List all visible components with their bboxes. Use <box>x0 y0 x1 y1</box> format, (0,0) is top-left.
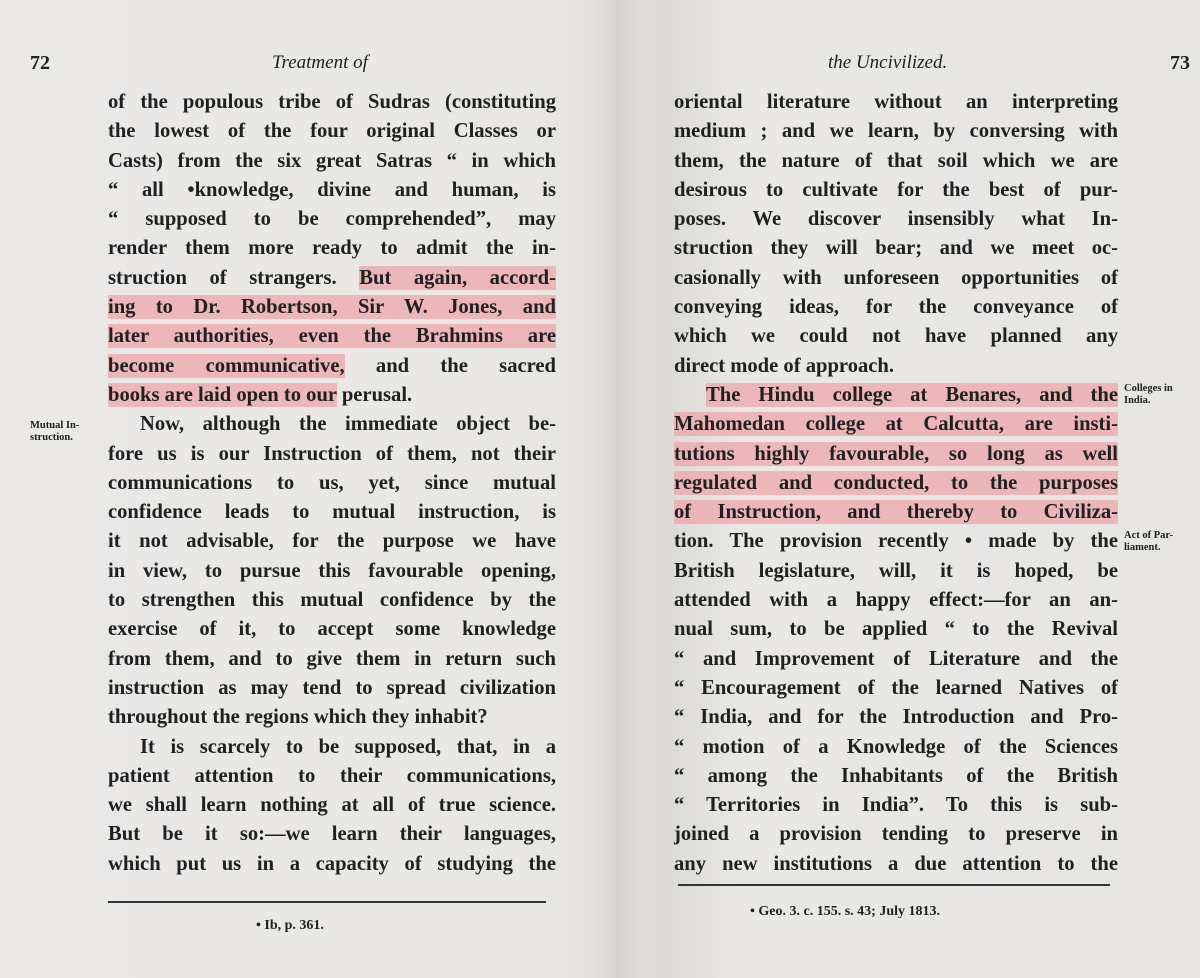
line-text: British legislature, will, it is hoped, be <box>674 559 1118 582</box>
highlighted-text: regulated and conducted, to the purposes <box>674 471 1118 494</box>
highlighted-text: Mahomedan college at Calcutta, are insti- <box>674 413 1118 436</box>
margin-note: Mutual In- struction. <box>30 420 80 443</box>
text-line <box>674 703 1118 732</box>
line-text: Now, although the immediate object be- <box>140 413 556 436</box>
text-line <box>674 674 1118 703</box>
line-text: which put us in a capacity of studying the <box>108 852 556 875</box>
line-text: of the populous tribe of Sudras (constituting <box>108 91 556 113</box>
page-number: 72 <box>30 52 50 74</box>
text-line <box>108 733 556 762</box>
line-text: “ and Improvement of Literature and the <box>674 647 1118 670</box>
line-text: struction of strangers. <box>108 266 337 289</box>
text-line <box>674 498 1118 527</box>
line-text: confidence leads to mutual instruction, is <box>108 501 556 524</box>
text-line <box>674 733 1118 762</box>
text-line <box>674 615 1118 644</box>
text-line <box>108 147 556 176</box>
highlighted-text: The Hindu college at Benares, and the <box>706 383 1118 406</box>
running-head: Treatment of <box>272 52 368 73</box>
text-line <box>674 264 1118 293</box>
text-line <box>674 176 1118 205</box>
text-line <box>674 586 1118 615</box>
line-text: it not advisable, for the purpose we have <box>108 530 556 553</box>
text-line <box>108 264 556 293</box>
text-line <box>108 88 556 117</box>
text-line <box>674 352 1118 381</box>
text-line <box>108 293 556 322</box>
running-head: the Uncivilized. <box>828 52 948 73</box>
line-text: communications to us, yet, since mutual <box>108 471 556 494</box>
line-text: them, the nature of that soil which we are <box>674 149 1118 172</box>
text-line <box>674 645 1118 674</box>
highlighted-text: But again, accord- <box>359 266 556 289</box>
text-line <box>108 498 556 527</box>
text-line <box>674 850 1118 879</box>
text-line <box>108 557 556 586</box>
text-line <box>674 527 1118 556</box>
text-line <box>674 234 1118 263</box>
line-text: we shall learn nothing at all of true science. <box>108 794 556 817</box>
right-page <box>600 0 1200 978</box>
text-line <box>108 205 556 234</box>
line-text: casionally with unforeseen opportunities of <box>674 266 1118 289</box>
text-line <box>674 410 1118 439</box>
text-line <box>108 820 556 849</box>
text-line <box>674 440 1118 469</box>
line-text: render them more ready to admit the in- <box>108 237 556 260</box>
line-text: tion. The provision recently • made by the <box>674 530 1118 553</box>
line-text: direct mode of approach. <box>674 354 895 377</box>
line-text: the lowest of the four original Classes or <box>108 120 556 143</box>
text-line <box>674 117 1118 146</box>
footnote: • Ib, p. 361. <box>256 918 324 933</box>
line-text: poses. We discover insensibly what In- <box>674 208 1118 231</box>
footnote: • Geo. 3. c. 155. s. 43; July 1813. <box>750 904 941 919</box>
line-text: But be it so:—we learn their languages, <box>108 823 556 846</box>
line-text: oriental literature without an interpreting <box>674 91 1118 113</box>
text-line <box>108 176 556 205</box>
text-line <box>108 645 556 674</box>
text-line <box>108 527 556 556</box>
page-number: 73 <box>1170 52 1190 74</box>
text-line <box>108 234 556 263</box>
line-text: It is scarcely to be supposed, that, in a <box>140 735 556 758</box>
footnote-rule <box>678 884 1110 886</box>
text-line <box>674 205 1118 234</box>
line-text: perusal. <box>336 383 413 406</box>
line-text: patient attention to their communications, <box>108 764 556 787</box>
line-text: to strengthen this mutual confidence by the <box>108 589 556 612</box>
line-text: medium ; and we learn, by conversing with <box>674 120 1118 143</box>
text-line <box>674 791 1118 820</box>
line-text: Casts) from the six great Satras “ in which <box>108 149 556 172</box>
line-text: joined a provision tending to preserve in <box>674 823 1118 846</box>
line-text: exercise of it, to accept some knowledge <box>108 618 556 641</box>
text-line <box>674 381 1118 410</box>
line-text: “ India, and for the Introduction and Pro- <box>674 706 1118 729</box>
text-line <box>674 762 1118 791</box>
highlighted-text: of Instruction, and thereby to Civiliza- <box>674 501 1118 524</box>
highlighted-text: books are laid open to our <box>108 383 337 406</box>
line-text: “ supposed to be comprehended”, may <box>108 208 556 231</box>
text-line <box>108 762 556 791</box>
line-text: which we could not have planned any <box>674 325 1118 348</box>
text-line <box>674 557 1118 586</box>
line-text: nual sum, to be applied “ to the Revival <box>674 618 1118 641</box>
line-text: from them, and to give them in return such <box>108 647 556 670</box>
line-text: “ Territories in India”. To this is sub- <box>674 794 1118 817</box>
text-line <box>108 322 556 351</box>
page-body <box>674 88 1118 879</box>
highlighted-text: ing to Dr. Robertson, Sir W. Jones, and <box>108 296 556 319</box>
text-line <box>108 381 556 410</box>
text-line <box>674 322 1118 351</box>
text-line <box>108 850 556 879</box>
line-text: instruction as may tend to spread civilization <box>108 676 556 699</box>
line-text: conveying ideas, for the conveyance of <box>674 296 1118 319</box>
text-line <box>108 586 556 615</box>
text-line <box>108 117 556 146</box>
line-text: “ Encouragement of the learned Natives of <box>674 676 1118 699</box>
line-text: “ among the Inhabitants of the British <box>674 764 1118 787</box>
text-line <box>108 703 556 732</box>
highlighted-text: later authorities, even the Brahmins are <box>108 325 556 348</box>
highlighted-text: tutions highly favourable, so long as well <box>674 442 1118 465</box>
margin-note: Act of Par- liament. <box>1124 530 1174 553</box>
text-line <box>108 615 556 644</box>
text-line <box>108 674 556 703</box>
text-line <box>674 820 1118 849</box>
line-text: “ all •knowledge, divine and human, is <box>108 178 556 201</box>
text-line <box>674 147 1118 176</box>
highlighted-text: become communicative, <box>108 354 345 377</box>
line-text: “ motion of a Knowledge of the Sciences <box>674 735 1118 758</box>
text-line <box>108 410 556 439</box>
page-body <box>108 88 556 879</box>
footnote-rule <box>108 901 546 903</box>
line-text: fore us is our Instruction of them, not their <box>108 442 556 465</box>
line-text: and the sacred <box>344 354 556 377</box>
line-text: desirous to cultivate for the best of pur- <box>674 178 1118 201</box>
text-line <box>108 440 556 469</box>
text-line <box>674 88 1118 117</box>
line-text: any new institutions a due attention to the <box>674 852 1118 875</box>
line-text: in view, to pursue this favourable opening, <box>108 559 556 582</box>
line-text: throughout the regions which they inhabit? <box>108 706 488 729</box>
line-text: struction they will bear; and we meet oc- <box>674 237 1118 260</box>
text-line <box>108 791 556 820</box>
text-line <box>674 469 1118 498</box>
line-text: attended with a happy effect:—for an an- <box>674 589 1118 612</box>
text-line <box>108 469 556 498</box>
text-line <box>674 293 1118 322</box>
text-line <box>108 352 556 381</box>
margin-note: Colleges in India. <box>1124 383 1173 406</box>
